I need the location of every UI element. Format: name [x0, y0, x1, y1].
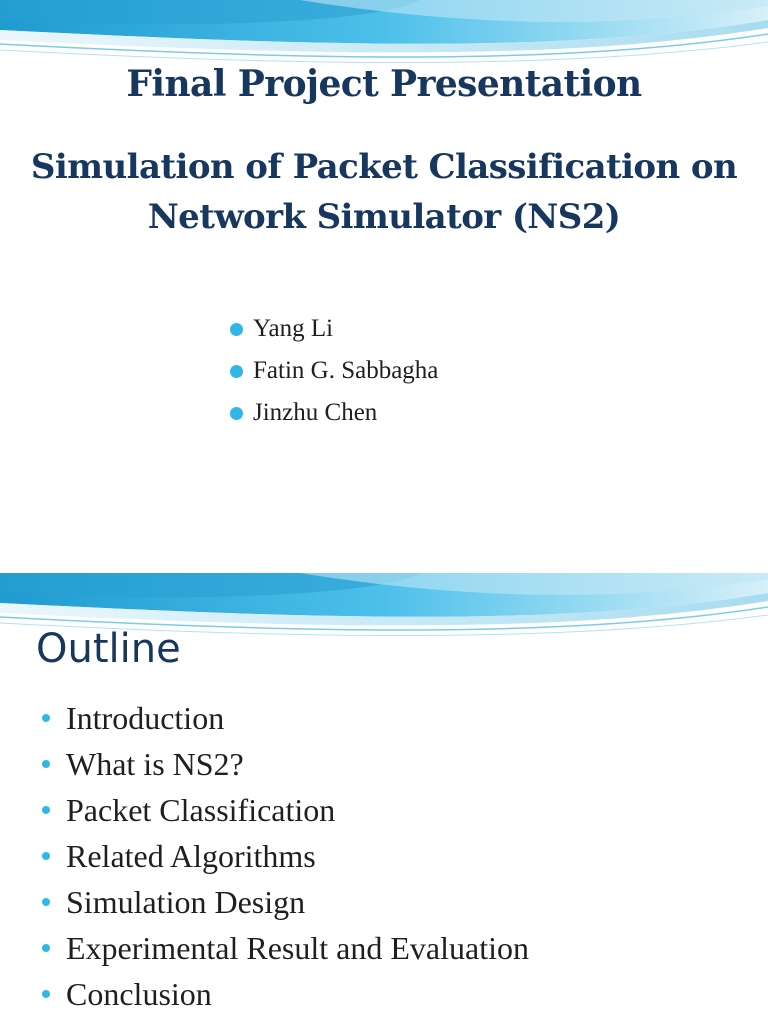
author-item — [230, 308, 438, 350]
author-item — [230, 350, 438, 392]
subtitle-line-1: Simulation of Packet Classification on — [30, 147, 738, 187]
outline-item-label: Packet Classification — [66, 792, 336, 828]
outline-item — [42, 971, 529, 1017]
outline-item-label: What is NS2? — [66, 746, 244, 782]
bullet-dot-icon — [42, 944, 50, 952]
outline-item — [42, 879, 529, 925]
bullet-dot-icon — [42, 806, 50, 814]
outline-item-label: Introduction — [66, 700, 225, 736]
outline-heading: Outline — [36, 626, 181, 672]
outline-item-label: Conclusion — [66, 976, 212, 1012]
bullet-dot-icon — [230, 407, 243, 420]
bullet-dot-icon — [42, 898, 50, 906]
bullet-dot-icon — [42, 990, 50, 998]
outline-slide — [0, 573, 768, 1024]
author-list — [230, 308, 438, 434]
outline-item — [42, 833, 529, 879]
outline-item — [42, 741, 529, 787]
outline-item-label: Simulation Design — [66, 884, 306, 920]
bullet-dot-icon — [42, 714, 50, 722]
outline-list — [42, 695, 529, 1017]
bullet-dot-icon — [230, 323, 243, 336]
outline-item — [42, 925, 529, 971]
subtitle-line-2: Network Simulator (NS2) — [147, 197, 621, 237]
presentation-subtitle — [0, 142, 768, 242]
author-item — [230, 392, 438, 434]
author-name: Yang Li — [253, 315, 334, 342]
outline-item-label: Related Algorithms — [66, 838, 316, 874]
bullet-dot-icon — [42, 852, 50, 860]
wave-header-decoration — [0, 0, 768, 70]
bullet-dot-icon — [230, 365, 243, 378]
author-name: Jinzhu Chen — [253, 399, 378, 426]
bullet-dot-icon — [42, 760, 50, 768]
outline-item — [42, 787, 529, 833]
outline-item-label: Experimental Result and Evaluation — [66, 930, 529, 966]
presentation-title: Final Project Presentation — [126, 63, 642, 105]
author-name: Fatin G. Sabbagha — [253, 357, 439, 384]
outline-item — [42, 695, 529, 741]
